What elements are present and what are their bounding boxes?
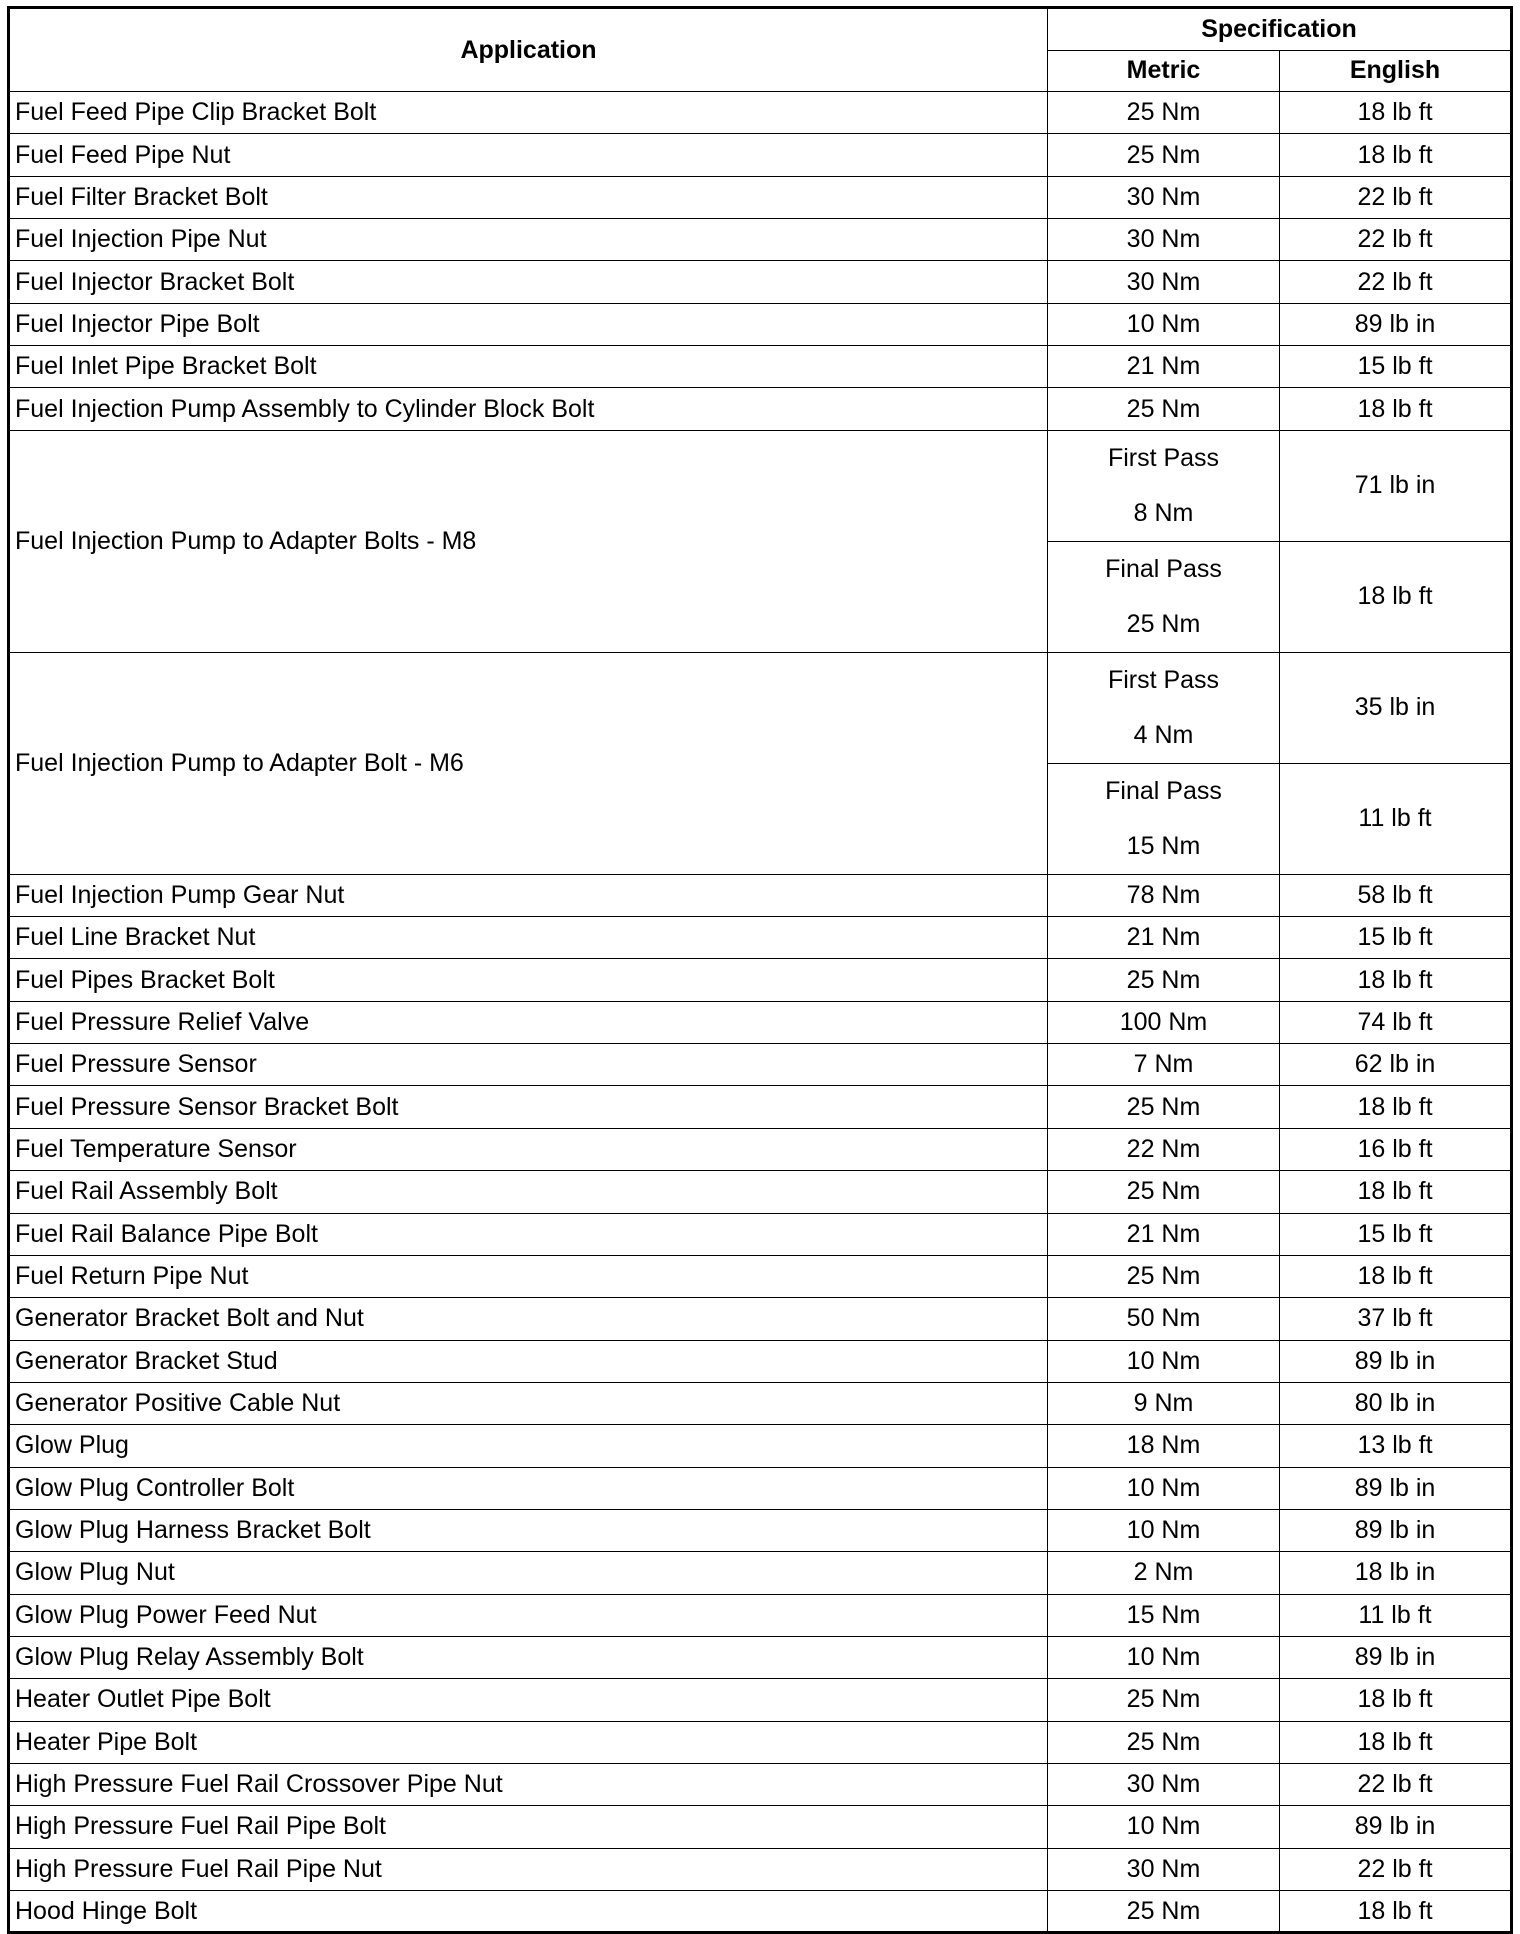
english-cell: 89 lb in: [1280, 1509, 1512, 1551]
english-cell: 18 lb ft: [1280, 1255, 1512, 1297]
metric-cell: 25 Nm: [1048, 1679, 1280, 1721]
english-cell: 16 lb ft: [1280, 1128, 1512, 1170]
application-cell: Fuel Pressure Sensor Bracket Bolt: [9, 1086, 1048, 1128]
application-cell: Fuel Injection Pump Gear Nut: [9, 874, 1048, 916]
table-row: [9, 1213, 1512, 1255]
metric-cell: 25 Nm: [1048, 959, 1280, 1001]
english-cell: 18 lb ft: [1280, 1679, 1512, 1721]
metric-cell: [1048, 652, 1280, 763]
english-cell: 18 lb ft: [1280, 1721, 1512, 1763]
metric-cell: 25 Nm: [1048, 1086, 1280, 1128]
metric-cell: 21 Nm: [1048, 346, 1280, 388]
english-cell: 22 lb ft: [1280, 1763, 1512, 1805]
table-row: [9, 1171, 1512, 1213]
table-row: [9, 1679, 1512, 1721]
metric-cell: 9 Nm: [1048, 1382, 1280, 1424]
metric-cell: 2 Nm: [1048, 1552, 1280, 1594]
english-cell: 22 lb ft: [1280, 1848, 1512, 1890]
english-cell: 18 lb ft: [1280, 1891, 1512, 1933]
table-row: [9, 134, 1512, 176]
table-row: [9, 92, 1512, 134]
application-cell: High Pressure Fuel Rail Pipe Nut: [9, 1848, 1048, 1890]
metric-cell: 10 Nm: [1048, 1806, 1280, 1848]
application-cell: Generator Bracket Bolt and Nut: [9, 1298, 1048, 1340]
english-cell: 37 lb ft: [1280, 1298, 1512, 1340]
application-cell: Fuel Line Bracket Nut: [9, 917, 1048, 959]
table-row: [9, 1891, 1512, 1933]
application-cell: Fuel Injection Pipe Nut: [9, 219, 1048, 261]
english-cell: 22 lb ft: [1280, 219, 1512, 261]
metric-cell: 25 Nm: [1048, 1255, 1280, 1297]
pass-label: First Pass: [1107, 443, 1220, 472]
application-cell: Fuel Pressure Sensor: [9, 1044, 1048, 1086]
metric-cell: 10 Nm: [1048, 1636, 1280, 1678]
table-row: [9, 176, 1512, 218]
application-cell: Fuel Feed Pipe Nut: [9, 134, 1048, 176]
application-cell: Generator Positive Cable Nut: [9, 1382, 1048, 1424]
application-cell: Glow Plug: [9, 1425, 1048, 1467]
application-cell: Fuel Injection Pump Assembly to Cylinder Block Bolt: [9, 388, 1048, 430]
metric-value: 25 Nm: [1126, 609, 1201, 638]
table-row: [9, 1128, 1512, 1170]
table-row: [9, 1763, 1512, 1805]
pass-label: Final Pass: [1105, 554, 1222, 583]
english-header: English: [1280, 50, 1512, 92]
metric-cell: 50 Nm: [1048, 1298, 1280, 1340]
application-cell: Fuel Pressure Relief Valve: [9, 1001, 1048, 1043]
table-row: [9, 1509, 1512, 1551]
application-cell: Fuel Injector Bracket Bolt: [9, 261, 1048, 303]
metric-cell: 18 Nm: [1048, 1425, 1280, 1467]
table-row: [9, 1298, 1512, 1340]
application-cell: Hood Hinge Bolt: [9, 1891, 1048, 1933]
metric-cell: 7 Nm: [1048, 1044, 1280, 1086]
english-cell: 89 lb in: [1280, 1806, 1512, 1848]
application-cell: Fuel Rail Balance Pipe Bolt: [9, 1213, 1048, 1255]
metric-cell: 25 Nm: [1048, 1171, 1280, 1213]
metric-cell: 30 Nm: [1048, 261, 1280, 303]
table-row: [9, 874, 1512, 916]
application-cell: Heater Outlet Pipe Bolt: [9, 1679, 1048, 1721]
english-cell: 22 lb ft: [1280, 261, 1512, 303]
english-cell: 58 lb ft: [1280, 874, 1512, 916]
application-cell: Fuel Injection Pump to Adapter Bolt - M6: [9, 652, 1048, 874]
table-row: [9, 303, 1512, 345]
english-cell: 22 lb ft: [1280, 176, 1512, 218]
metric-cell: 25 Nm: [1048, 1721, 1280, 1763]
table-row: [9, 1552, 1512, 1594]
metric-cell: 30 Nm: [1048, 176, 1280, 218]
application-cell: Fuel Pipes Bracket Bolt: [9, 959, 1048, 1001]
application-cell: Fuel Rail Assembly Bolt: [9, 1171, 1048, 1213]
metric-cell: 30 Nm: [1048, 1763, 1280, 1805]
english-cell: 89 lb in: [1280, 1467, 1512, 1509]
metric-cell: [1048, 763, 1280, 874]
table-row: [9, 1806, 1512, 1848]
english-cell: 18 lb ft: [1280, 541, 1512, 652]
metric-cell: 100 Nm: [1048, 1001, 1280, 1043]
application-cell: Fuel Injector Pipe Bolt: [9, 303, 1048, 345]
table-row: [9, 1255, 1512, 1297]
english-cell: 89 lb in: [1280, 303, 1512, 345]
metric-cell: 30 Nm: [1048, 219, 1280, 261]
table-row: [9, 1382, 1512, 1424]
english-cell: 80 lb in: [1280, 1382, 1512, 1424]
english-cell: 62 lb in: [1280, 1044, 1512, 1086]
pass-label: Final Pass: [1105, 776, 1222, 805]
table-row: [9, 1340, 1512, 1382]
english-cell: 18 lb ft: [1280, 1171, 1512, 1213]
english-cell: 71 lb in: [1280, 430, 1512, 541]
english-cell: 13 lb ft: [1280, 1425, 1512, 1467]
metric-cell: 30 Nm: [1048, 1848, 1280, 1890]
metric-cell: 22 Nm: [1048, 1128, 1280, 1170]
application-cell: Fuel Temperature Sensor: [9, 1128, 1048, 1170]
application-cell: Glow Plug Power Feed Nut: [9, 1594, 1048, 1636]
table-body: [9, 92, 1512, 1933]
application-cell: Fuel Filter Bracket Bolt: [9, 176, 1048, 218]
table-row: [9, 1086, 1512, 1128]
metric-cell: 15 Nm: [1048, 1594, 1280, 1636]
metric-header: Metric: [1048, 50, 1280, 92]
english-cell: 18 lb ft: [1280, 92, 1512, 134]
application-cell: Glow Plug Harness Bracket Bolt: [9, 1509, 1048, 1551]
english-cell: 15 lb ft: [1280, 917, 1512, 959]
application-cell: Fuel Injection Pump to Adapter Bolts - M8: [9, 430, 1048, 652]
application-cell: Heater Pipe Bolt: [9, 1721, 1048, 1763]
application-cell: Glow Plug Controller Bolt: [9, 1467, 1048, 1509]
metric-cell: 21 Nm: [1048, 917, 1280, 959]
table-row: [9, 917, 1512, 959]
specification-header: Specification: [1048, 8, 1512, 51]
table-row: [9, 346, 1512, 388]
metric-cell: 25 Nm: [1048, 92, 1280, 134]
table-row: [9, 1044, 1512, 1086]
torque-specification-table: [7, 6, 1513, 1934]
english-cell: 15 lb ft: [1280, 1213, 1512, 1255]
metric-cell: [1048, 541, 1280, 652]
english-cell: 35 lb in: [1280, 652, 1512, 763]
table-row: [9, 1467, 1512, 1509]
english-cell: 18 lb ft: [1280, 388, 1512, 430]
table-row: [9, 652, 1512, 763]
english-cell: 15 lb ft: [1280, 346, 1512, 388]
metric-cell: [1048, 430, 1280, 541]
english-cell: 74 lb ft: [1280, 1001, 1512, 1043]
metric-cell: 25 Nm: [1048, 134, 1280, 176]
application-cell: Glow Plug Relay Assembly Bolt: [9, 1636, 1048, 1678]
table-row: [9, 1594, 1512, 1636]
table-row: [9, 1001, 1512, 1043]
metric-cell: 78 Nm: [1048, 874, 1280, 916]
pass-label: First Pass: [1107, 665, 1220, 694]
table-row: [9, 959, 1512, 1001]
metric-cell: 10 Nm: [1048, 1509, 1280, 1551]
english-cell: 11 lb ft: [1280, 763, 1512, 874]
english-cell: 18 lb ft: [1280, 134, 1512, 176]
table-row: [9, 1425, 1512, 1467]
application-header: Application: [9, 8, 1048, 92]
english-cell: 18 lb ft: [1280, 959, 1512, 1001]
table-row: [9, 1636, 1512, 1678]
english-cell: 89 lb in: [1280, 1340, 1512, 1382]
application-cell: Fuel Inlet Pipe Bracket Bolt: [9, 346, 1048, 388]
metric-value: 15 Nm: [1126, 831, 1201, 860]
english-cell: 11 lb ft: [1280, 1594, 1512, 1636]
application-cell: Generator Bracket Stud: [9, 1340, 1048, 1382]
table-row: [9, 1721, 1512, 1763]
table-row: [9, 1848, 1512, 1890]
application-cell: Fuel Feed Pipe Clip Bracket Bolt: [9, 92, 1048, 134]
metric-cell: 10 Nm: [1048, 303, 1280, 345]
metric-cell: 21 Nm: [1048, 1213, 1280, 1255]
table-row: [9, 261, 1512, 303]
application-cell: High Pressure Fuel Rail Crossover Pipe Nut: [9, 1763, 1048, 1805]
application-cell: Fuel Return Pipe Nut: [9, 1255, 1048, 1297]
english-cell: 18 lb in: [1280, 1552, 1512, 1594]
english-cell: 18 lb ft: [1280, 1086, 1512, 1128]
table-row: [9, 388, 1512, 430]
application-cell: High Pressure Fuel Rail Pipe Bolt: [9, 1806, 1048, 1848]
table-row: [9, 219, 1512, 261]
metric-cell: 25 Nm: [1048, 388, 1280, 430]
metric-cell: 10 Nm: [1048, 1467, 1280, 1509]
metric-cell: 10 Nm: [1048, 1340, 1280, 1382]
table-row: [9, 430, 1512, 541]
metric-value: 8 Nm: [1133, 498, 1194, 527]
table-header: [9, 8, 1512, 92]
english-cell: 89 lb in: [1280, 1636, 1512, 1678]
metric-value: 4 Nm: [1133, 720, 1194, 749]
metric-cell: 25 Nm: [1048, 1891, 1280, 1933]
application-cell: Glow Plug Nut: [9, 1552, 1048, 1594]
